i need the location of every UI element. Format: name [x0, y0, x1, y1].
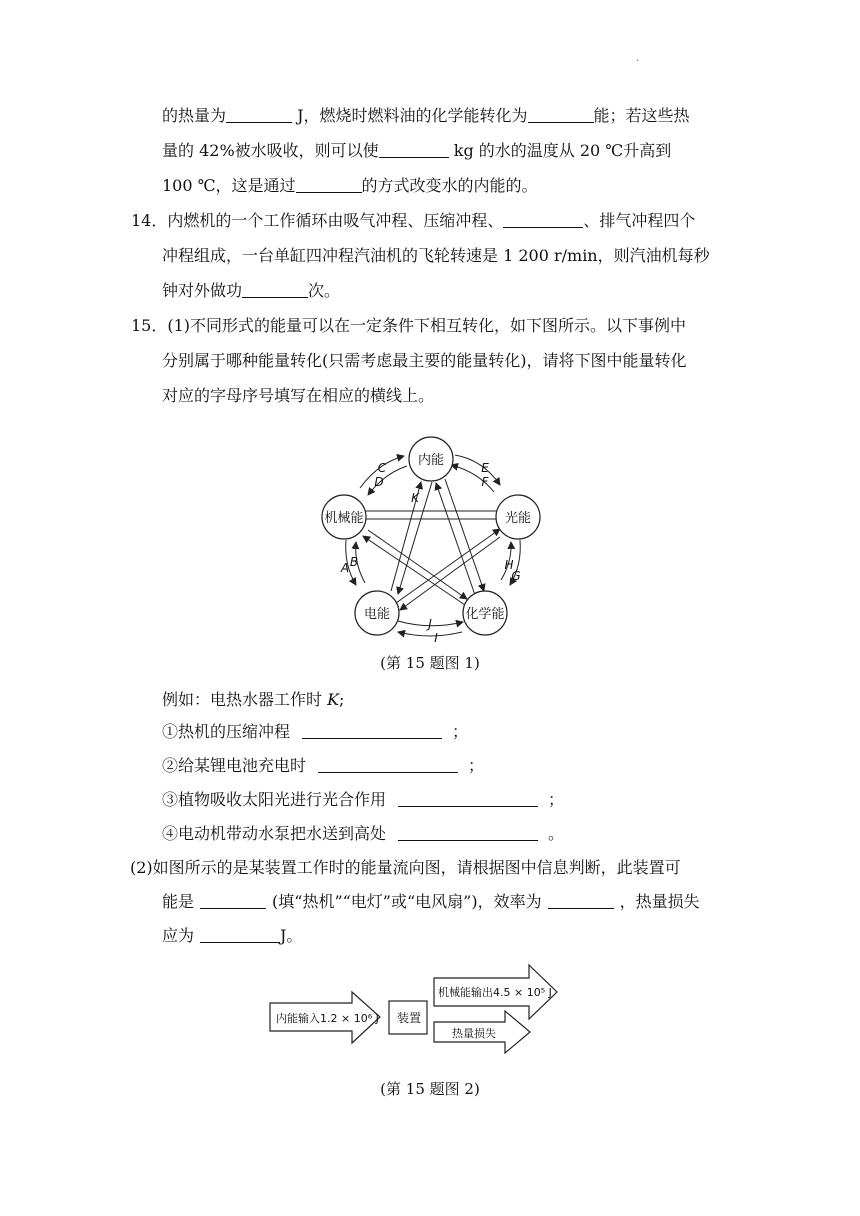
letter-k: K	[411, 491, 419, 505]
q13-line2: 量的 42%被水吸收，则可以使 kg 的水的温度从 20 ℃升高到	[162, 141, 672, 160]
q13-blank-energy[interactable]	[528, 106, 594, 123]
q13-line1: 的热量为 J，燃烧时燃料油的化学能转化为 能；若这些热	[162, 106, 690, 125]
letter-a: A	[340, 561, 350, 575]
item1-blank[interactable]	[302, 722, 442, 739]
q14-blank-stroke[interactable]	[503, 211, 583, 228]
q14-blank-work[interactable]	[242, 281, 308, 298]
q14-number: 14．	[131, 211, 168, 230]
letter-h: H	[504, 558, 514, 572]
page-mark: ·	[636, 56, 640, 67]
input-label: 内能输入1.2 × 10⁶ J	[276, 1012, 379, 1025]
q15-number: 15．	[131, 316, 168, 335]
letter-g: G	[511, 569, 521, 583]
device-label: 装置	[397, 1011, 422, 1025]
letter-d: D	[374, 475, 384, 489]
part2-blank-efficiency[interactable]	[548, 892, 614, 909]
node-label-chemical: 化学能	[465, 607, 505, 622]
item-2: ②给某锂电池充电时 ；	[162, 756, 485, 775]
part2-line3: 应为 J。	[162, 926, 303, 945]
item3-blank[interactable]	[398, 790, 538, 807]
q14-line1: 14．内燃机的一个工作循环由吸气冲程、压缩冲程、 、排气冲程四个	[131, 211, 696, 230]
node-label-light: 光能	[504, 511, 532, 526]
q13-blank-method[interactable]	[296, 176, 362, 193]
figure1-caption: (第 15 题图 1)	[380, 654, 480, 672]
item-3: ③植物吸收太阳光进行光合作用 ；	[162, 790, 565, 809]
energy-flow-diagram	[265, 962, 565, 1060]
part2-blank-device[interactable]	[200, 892, 266, 909]
output-label: 机械能输出4.5 × 10⁵ J	[438, 986, 552, 999]
q15-line2: 分别属于哪种能量转化(只需考虑最主要的能量转化)，请将下图中能量转化	[162, 351, 687, 370]
node-label-mechanical: 机械能	[324, 511, 364, 526]
node-label-electric: 电能	[363, 607, 391, 622]
letter-b: B	[349, 555, 359, 569]
item4-blank[interactable]	[398, 824, 538, 841]
loss-label: 热量损失	[452, 1027, 496, 1040]
q14-line3: 钟对外做功 次。	[162, 281, 341, 300]
letter-e: E	[481, 461, 489, 475]
q14-line2: 冲程组成，一台单缸四冲程汽油机的飞轮转速是 1 200 r/min，则汽油机每秒	[162, 246, 710, 265]
item-1: ①热机的压缩冲程 ；	[162, 722, 469, 741]
q15-line3: 对应的字母序号填写在相应的横线上。	[162, 386, 435, 405]
example-line: 例如：电热水器工作时 K;	[162, 690, 345, 709]
letter-f: F	[481, 475, 489, 489]
item-4: ④电动机带动水泵把水送到高处 。	[162, 824, 565, 843]
energy-conversion-diagram	[300, 425, 560, 650]
part2-line1: (2)如图所示的是某装置工作时的能量流向图，请根据图中信息判断，此装置可	[130, 858, 681, 877]
figure2-caption: (第 15 题图 2)	[380, 1080, 480, 1098]
item2-blank[interactable]	[318, 756, 458, 773]
q15-line1: 15．(1)不同形式的能量可以在一定条件下相互转化，如下图所示。以下事例中	[131, 316, 687, 335]
node-label-internal: 内能	[417, 453, 445, 468]
letter-i: I	[434, 631, 438, 645]
letter-j: J	[428, 617, 432, 631]
q13-line3: 100 ℃，这是通过 的方式改变水的内能的。	[162, 176, 538, 195]
part2-line2: 能是 (填“热机”“电灯”或“电风扇”)，效率为 ，热量损失	[162, 892, 700, 911]
letter-c: C	[377, 461, 387, 475]
q13-blank-heat[interactable]	[226, 106, 292, 123]
part2-blank-heatloss[interactable]	[200, 926, 280, 943]
q13-blank-mass[interactable]	[379, 141, 449, 158]
